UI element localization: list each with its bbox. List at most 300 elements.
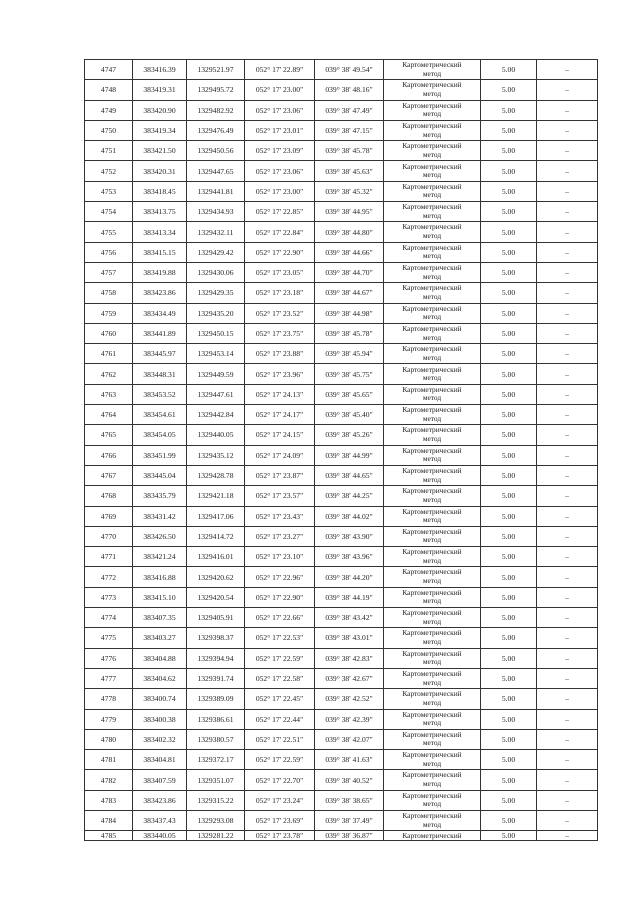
method-line1: Картометрический (402, 283, 462, 293)
table-row (85, 181, 598, 201)
x-coordinate-cell: 383404.81 (133, 750, 187, 770)
note-cell: – (537, 283, 598, 303)
note-cell: – (537, 80, 598, 100)
note-cell: – (537, 364, 598, 384)
note-cell: – (537, 303, 598, 323)
latitude-cell: 052° 17' 22.44" (245, 709, 315, 729)
y-coordinate-cell: 1329416.01 (187, 547, 245, 567)
accuracy-cell: 5.00 (481, 770, 537, 790)
method-cell (384, 405, 481, 425)
method-cell (384, 242, 481, 262)
method-cell (384, 465, 481, 485)
point-number-cell: 4768 (85, 486, 133, 506)
accuracy-cell: 5.00 (481, 120, 537, 140)
method-line2: метод (422, 779, 442, 789)
method-cell (384, 181, 481, 201)
note-cell: – (537, 222, 598, 242)
accuracy-cell: 5.00 (481, 202, 537, 222)
latitude-cell: 052° 17' 23.00" (245, 80, 315, 100)
method-line1: Картометрический (402, 445, 462, 455)
longitude-cell: 039° 38' 44.80" (315, 222, 384, 242)
latitude-cell: 052° 17' 23.00" (245, 181, 315, 201)
longitude-cell: 039° 38' 38.65" (315, 790, 384, 810)
table-row (85, 222, 598, 242)
method-line1: Картометрический (402, 486, 462, 496)
x-coordinate-cell: 383400.38 (133, 709, 187, 729)
note-cell: – (537, 750, 598, 770)
point-number-cell: 4759 (85, 303, 133, 323)
point-number-cell: 4760 (85, 323, 133, 343)
x-coordinate-cell: 383416.39 (133, 60, 187, 80)
method-line2: метод (422, 231, 442, 241)
y-coordinate-cell: 1329449.59 (187, 364, 245, 384)
longitude-cell: 039° 38' 42.83" (315, 648, 384, 668)
method-cell (384, 790, 481, 810)
y-coordinate-cell: 1329414.72 (187, 526, 245, 546)
table-row (85, 465, 598, 485)
y-coordinate-cell: 1329421.18 (187, 486, 245, 506)
point-number-cell: 4781 (85, 750, 133, 770)
method-line1: Картометрический (402, 709, 462, 719)
method-line2: метод (422, 393, 442, 403)
method-cell (384, 831, 481, 841)
method-line2: метод (422, 332, 442, 342)
y-coordinate-cell: 1329389.09 (187, 689, 245, 709)
method-line2: метод (422, 88, 442, 98)
x-coordinate-cell: 383435.79 (133, 486, 187, 506)
method-line1: Картометрический (402, 648, 462, 658)
method-line1: Картометрический (402, 344, 462, 354)
longitude-cell: 039° 38' 44.95" (315, 202, 384, 222)
x-coordinate-cell: 383419.88 (133, 262, 187, 282)
latitude-cell: 052° 17' 24.15" (245, 425, 315, 445)
latitude-cell: 052° 17' 23.52" (245, 303, 315, 323)
longitude-cell: 039° 38' 45.26" (315, 425, 384, 445)
y-coordinate-cell: 1329495.72 (187, 80, 245, 100)
table-row (85, 689, 598, 709)
latitude-cell: 052° 17' 23.10" (245, 547, 315, 567)
method-line1: Картометрический (402, 587, 462, 597)
x-coordinate-cell: 383415.10 (133, 587, 187, 607)
y-coordinate-cell: 1329450.56 (187, 141, 245, 161)
point-number-cell: 4750 (85, 120, 133, 140)
longitude-cell: 039° 38' 44.70" (315, 262, 384, 282)
latitude-cell: 052° 17' 22.59" (245, 750, 315, 770)
method-line1: Картометрический (402, 750, 462, 760)
method-cell (384, 628, 481, 648)
table-row (85, 547, 598, 567)
accuracy-cell: 5.00 (481, 405, 537, 425)
method-line1: Картометрический (402, 770, 462, 780)
accuracy-cell: 5.00 (481, 262, 537, 282)
note-cell: – (537, 161, 598, 181)
table-row (85, 202, 598, 222)
method-line2: метод (422, 454, 442, 464)
method-line1: Картометрический (402, 384, 462, 394)
accuracy-cell: 5.00 (481, 445, 537, 465)
table-row (85, 405, 598, 425)
point-number-cell: 4749 (85, 100, 133, 120)
latitude-cell: 052° 17' 23.06" (245, 100, 315, 120)
longitude-cell: 039° 38' 42.67" (315, 668, 384, 688)
accuracy-cell: 5.00 (481, 181, 537, 201)
point-number-cell: 4767 (85, 465, 133, 485)
method-line2: метод (422, 352, 442, 362)
method-line1: Картометрический (402, 263, 462, 273)
accuracy-cell: 5.00 (481, 709, 537, 729)
method-cell (384, 222, 481, 242)
method-line2: метод (422, 109, 442, 119)
note-cell: – (537, 323, 598, 343)
y-coordinate-cell: 1329417.06 (187, 506, 245, 526)
method-line1: Картометрический (402, 303, 462, 313)
coordinates-table (84, 59, 598, 841)
method-cell (384, 262, 481, 282)
y-coordinate-cell: 1329435.12 (187, 445, 245, 465)
table-row (85, 425, 598, 445)
note-cell: – (537, 526, 598, 546)
point-number-cell: 4780 (85, 729, 133, 749)
table-row (85, 364, 598, 384)
point-number-cell: 4758 (85, 283, 133, 303)
longitude-cell: 039° 38' 47.15" (315, 120, 384, 140)
longitude-cell: 039° 38' 42.39" (315, 709, 384, 729)
method-line1: Картометрический (402, 425, 462, 435)
note-cell: – (537, 100, 598, 120)
longitude-cell: 039° 38' 36.87" (315, 831, 384, 841)
y-coordinate-cell: 1329351.07 (187, 770, 245, 790)
latitude-cell: 052° 17' 22.58" (245, 668, 315, 688)
note-cell: – (537, 567, 598, 587)
y-coordinate-cell: 1329293.08 (187, 810, 245, 830)
y-coordinate-cell: 1329450.15 (187, 323, 245, 343)
method-cell (384, 709, 481, 729)
point-number-cell: 4778 (85, 689, 133, 709)
point-number-cell: 4756 (85, 242, 133, 262)
accuracy-cell: 5.00 (481, 161, 537, 181)
method-line2: метод (422, 799, 442, 809)
method-cell (384, 303, 481, 323)
x-coordinate-cell: 383404.88 (133, 648, 187, 668)
y-coordinate-cell: 1329420.62 (187, 567, 245, 587)
longitude-cell: 039° 38' 45.78" (315, 141, 384, 161)
note-cell: – (537, 770, 598, 790)
table-row (85, 790, 598, 810)
method-cell (384, 648, 481, 668)
method-line2: метод (422, 373, 442, 383)
table-row (85, 729, 598, 749)
table-row (85, 648, 598, 668)
point-number-cell: 4751 (85, 141, 133, 161)
longitude-cell: 039° 38' 43.01" (315, 628, 384, 648)
table-row (85, 770, 598, 790)
note-cell: – (537, 648, 598, 668)
y-coordinate-cell: 1329441.81 (187, 181, 245, 201)
method-line1: Картометрический (402, 567, 462, 577)
method-line2: метод (422, 596, 442, 606)
latitude-cell: 052° 17' 22.59" (245, 648, 315, 668)
latitude-cell: 052° 17' 24.17" (245, 405, 315, 425)
accuracy-cell: 5.00 (481, 486, 537, 506)
method-cell (384, 425, 481, 445)
note-cell: – (537, 486, 598, 506)
table-row (85, 242, 598, 262)
y-coordinate-cell: 1329447.65 (187, 161, 245, 181)
x-coordinate-cell: 383445.04 (133, 465, 187, 485)
note-cell: – (537, 668, 598, 688)
note-cell: – (537, 242, 598, 262)
method-cell (384, 567, 481, 587)
longitude-cell: 039° 38' 43.90" (315, 526, 384, 546)
method-cell (384, 750, 481, 770)
longitude-cell: 039° 38' 45.94" (315, 344, 384, 364)
point-number-cell: 4747 (85, 60, 133, 80)
method-line2: метод (422, 515, 442, 525)
latitude-cell: 052° 17' 23.24" (245, 790, 315, 810)
point-number-cell: 4757 (85, 262, 133, 282)
method-line2: метод (422, 738, 442, 748)
point-number-cell: 4779 (85, 709, 133, 729)
y-coordinate-cell: 1329476.49 (187, 120, 245, 140)
method-line2: метод (422, 68, 442, 78)
method-line2: метод (422, 190, 442, 200)
table-row (85, 262, 598, 282)
method-cell (384, 689, 481, 709)
longitude-cell: 039° 38' 45.78" (315, 323, 384, 343)
method-line1: Картометрический (402, 526, 462, 536)
method-line2: метод (422, 474, 442, 484)
table-row (85, 384, 598, 404)
x-coordinate-cell: 383420.31 (133, 161, 187, 181)
accuracy-cell: 5.00 (481, 810, 537, 830)
point-number-cell: 4765 (85, 425, 133, 445)
point-number-cell: 4770 (85, 526, 133, 546)
method-cell (384, 141, 481, 161)
table-row (85, 486, 598, 506)
method-cell (384, 486, 481, 506)
note-cell: – (537, 141, 598, 161)
point-number-cell: 4763 (85, 384, 133, 404)
table-row (85, 506, 598, 526)
longitude-cell: 039° 38' 44.20" (315, 567, 384, 587)
x-coordinate-cell: 383404.62 (133, 668, 187, 688)
accuracy-cell: 5.00 (481, 608, 537, 628)
x-coordinate-cell: 383426.50 (133, 526, 187, 546)
note-cell: – (537, 202, 598, 222)
method-cell (384, 161, 481, 181)
y-coordinate-cell: 1329434.93 (187, 202, 245, 222)
y-coordinate-cell: 1329428.78 (187, 465, 245, 485)
method-line1: Картометрический (402, 60, 462, 70)
longitude-cell: 039° 38' 44.02" (315, 506, 384, 526)
longitude-cell: 039° 38' 41.63" (315, 750, 384, 770)
accuracy-cell: 5.00 (481, 587, 537, 607)
accuracy-cell: 5.00 (481, 790, 537, 810)
table-row (85, 526, 598, 546)
method-line1: Картометрический (402, 668, 462, 678)
point-number-cell: 4764 (85, 405, 133, 425)
y-coordinate-cell: 1329429.35 (187, 283, 245, 303)
table-row (85, 120, 598, 140)
method-line2: метод (422, 819, 442, 829)
table-row (85, 587, 598, 607)
y-coordinate-cell: 1329281.22 (187, 831, 245, 841)
coordinates-document (84, 59, 598, 841)
table-row (85, 60, 598, 80)
note-cell: – (537, 831, 598, 841)
table-row (85, 303, 598, 323)
method-cell (384, 668, 481, 688)
y-coordinate-cell: 1329440.05 (187, 425, 245, 445)
y-coordinate-cell: 1329447.61 (187, 384, 245, 404)
accuracy-cell: 5.00 (481, 465, 537, 485)
note-cell: – (537, 608, 598, 628)
note-cell: – (537, 405, 598, 425)
method-cell (384, 810, 481, 830)
point-number-cell: 4748 (85, 80, 133, 100)
y-coordinate-cell: 1329386.61 (187, 709, 245, 729)
x-coordinate-cell: 383402.32 (133, 729, 187, 749)
accuracy-cell: 5.00 (481, 283, 537, 303)
latitude-cell: 052° 17' 22.53" (245, 628, 315, 648)
latitude-cell: 052° 17' 23.69" (245, 810, 315, 830)
point-number-cell: 4769 (85, 506, 133, 526)
table-row (85, 709, 598, 729)
method-line2: метод (422, 271, 442, 281)
method-line2: метод (422, 433, 442, 443)
point-number-cell: 4784 (85, 810, 133, 830)
accuracy-cell: 5.00 (481, 729, 537, 749)
table-row (85, 344, 598, 364)
longitude-cell: 039° 38' 44.98" (315, 303, 384, 323)
point-number-cell: 4774 (85, 608, 133, 628)
method-line2: метод (422, 535, 442, 545)
table-body (85, 60, 598, 841)
longitude-cell: 039° 38' 45.32" (315, 181, 384, 201)
latitude-cell: 052° 17' 22.70" (245, 770, 315, 790)
latitude-cell: 052° 17' 24.13" (245, 384, 315, 404)
x-coordinate-cell: 383416.88 (133, 567, 187, 587)
table-row (85, 161, 598, 181)
note-cell: – (537, 587, 598, 607)
longitude-cell: 039° 38' 43.96" (315, 547, 384, 567)
point-number-cell: 4771 (85, 547, 133, 567)
longitude-cell: 039° 38' 43.42" (315, 608, 384, 628)
longitude-cell: 039° 38' 44.25" (315, 486, 384, 506)
table-row (85, 567, 598, 587)
note-cell: – (537, 506, 598, 526)
note-cell: – (537, 465, 598, 485)
y-coordinate-cell: 1329398.37 (187, 628, 245, 648)
x-coordinate-cell: 383454.61 (133, 405, 187, 425)
longitude-cell: 039° 38' 44.66" (315, 242, 384, 262)
x-coordinate-cell: 383418.45 (133, 181, 187, 201)
table-row (85, 445, 598, 465)
longitude-cell: 039° 38' 45.75" (315, 364, 384, 384)
note-cell: – (537, 262, 598, 282)
longitude-cell: 039° 38' 44.19" (315, 587, 384, 607)
method-line1: Картометрический (402, 141, 462, 151)
y-coordinate-cell: 1329380.57 (187, 729, 245, 749)
accuracy-cell: 5.00 (481, 628, 537, 648)
method-line1: Картометрический (402, 465, 462, 475)
table-row (85, 80, 598, 100)
y-coordinate-cell: 1329482.92 (187, 100, 245, 120)
accuracy-cell: 5.00 (481, 547, 537, 567)
x-coordinate-cell: 383420.90 (133, 100, 187, 120)
latitude-cell: 052° 17' 22.66" (245, 608, 315, 628)
accuracy-cell: 5.00 (481, 668, 537, 688)
method-line1: Картометрический (402, 202, 462, 212)
y-coordinate-cell: 1329430.06 (187, 262, 245, 282)
method-line1: Картометрический (402, 120, 462, 130)
point-number-cell: 4752 (85, 161, 133, 181)
accuracy-cell: 5.00 (481, 141, 537, 161)
method-line1: Картометрический (402, 831, 462, 841)
latitude-cell: 052° 17' 23.75" (245, 323, 315, 343)
method-line2: метод (422, 210, 442, 220)
latitude-cell: 052° 17' 23.87" (245, 465, 315, 485)
note-cell: – (537, 445, 598, 465)
method-line1: Картометрический (402, 790, 462, 800)
x-coordinate-cell: 383419.31 (133, 80, 187, 100)
method-line1: Картометрический (402, 222, 462, 232)
point-number-cell: 4761 (85, 344, 133, 364)
method-cell (384, 384, 481, 404)
table-row (85, 283, 598, 303)
point-number-cell: 4772 (85, 567, 133, 587)
accuracy-cell: 5.00 (481, 831, 537, 841)
x-coordinate-cell: 383454.05 (133, 425, 187, 445)
note-cell: – (537, 628, 598, 648)
note-cell: – (537, 729, 598, 749)
table-row (85, 100, 598, 120)
y-coordinate-cell: 1329420.54 (187, 587, 245, 607)
method-cell (384, 80, 481, 100)
y-coordinate-cell: 1329453.14 (187, 344, 245, 364)
accuracy-cell: 5.00 (481, 750, 537, 770)
point-number-cell: 4766 (85, 445, 133, 465)
point-number-cell: 4782 (85, 770, 133, 790)
x-coordinate-cell: 383434.49 (133, 303, 187, 323)
point-number-cell: 4775 (85, 628, 133, 648)
method-line2: метод (422, 616, 442, 626)
latitude-cell: 052° 17' 22.51" (245, 729, 315, 749)
longitude-cell: 039° 38' 49.54" (315, 60, 384, 80)
method-cell (384, 770, 481, 790)
latitude-cell: 052° 17' 22.85" (245, 202, 315, 222)
method-line2: метод (422, 413, 442, 423)
y-coordinate-cell: 1329372.17 (187, 750, 245, 770)
x-coordinate-cell: 383437.43 (133, 810, 187, 830)
method-line1: Картометрический (402, 729, 462, 739)
latitude-cell: 052° 17' 23.27" (245, 526, 315, 546)
accuracy-cell: 5.00 (481, 222, 537, 242)
point-number-cell: 4762 (85, 364, 133, 384)
accuracy-cell: 5.00 (481, 425, 537, 445)
x-coordinate-cell: 383423.86 (133, 283, 187, 303)
accuracy-cell: 5.00 (481, 303, 537, 323)
y-coordinate-cell: 1329521.97 (187, 60, 245, 80)
longitude-cell: 039° 38' 42.52" (315, 689, 384, 709)
longitude-cell: 039° 38' 40.52" (315, 770, 384, 790)
y-coordinate-cell: 1329405.91 (187, 608, 245, 628)
note-cell: – (537, 425, 598, 445)
y-coordinate-cell: 1329391.74 (187, 668, 245, 688)
method-cell (384, 323, 481, 343)
longitude-cell: 039° 38' 37.49" (315, 810, 384, 830)
method-cell (384, 100, 481, 120)
